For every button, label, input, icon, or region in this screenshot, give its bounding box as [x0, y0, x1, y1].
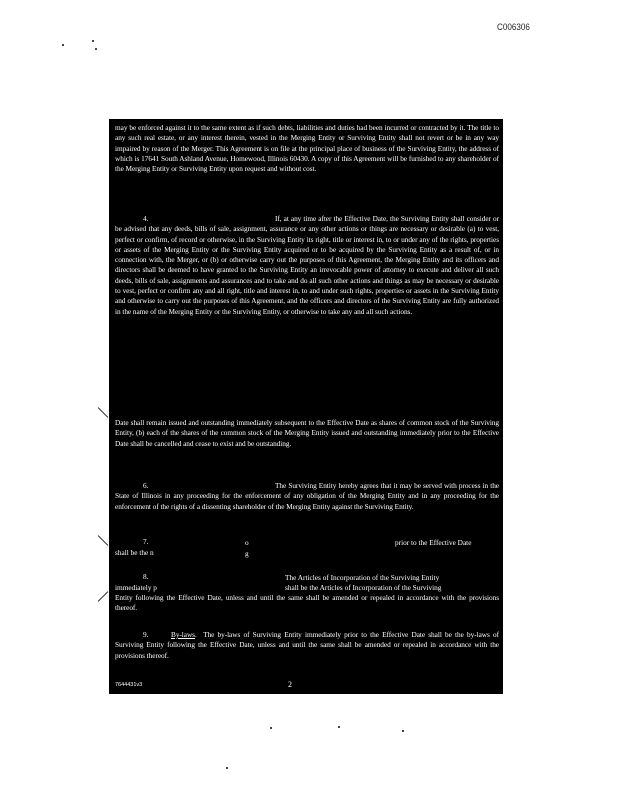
paragraph-7-fragment: shall be the n — [115, 548, 154, 557]
scan-speck — [92, 40, 94, 42]
scan-stroke — [98, 535, 109, 546]
scan-speck — [226, 767, 228, 769]
paragraph-4 — [115, 214, 499, 317]
paragraph-text: The Surviving Entity hereby agrees that it may be served with process in the State of Illinois in any proceeding for the enforcement of any obligation of the Merging Entity and in any proceeding for the enforcement of the rights of a dissenting shareholder of the Merging Entity against the Surviving Entity. — [115, 481, 499, 511]
paragraph-8-fragment: The Articles of Incorporation of the Surviving Entity — [285, 573, 440, 582]
paragraph-7-fragment: o — [245, 538, 249, 547]
paragraph-number: 4. — [143, 214, 149, 223]
paragraph-text: Entity following the Effective Date, unless and until the same shall be amended or repealed in accordance with the provisions thereof. — [115, 593, 499, 613]
scan-stroke — [98, 591, 109, 602]
paragraph-number: 9. — [143, 630, 149, 639]
page-number: 2 — [288, 680, 292, 689]
scan-speck — [338, 726, 340, 728]
paragraph-9: 9. By-laws. The by-laws of Surviving Entity immediately prior to the Effective Date shall be the by-laws of Surviving Entity following the Effective Date, unless and until the same shall be amended or repealed in accordance with the provisions thereof. — [115, 630, 499, 660]
scan-speck — [95, 48, 97, 50]
paragraph-8-fragment: shall be the Articles of Incorporation of the Surviving — [285, 583, 442, 592]
paragraph-7-number: 7. — [143, 537, 149, 546]
paragraph-continued — [115, 123, 499, 174]
paragraph-text: Date shall remain issued and outstanding immediately subsequent to the Effective Date as shares of common stock of the Surviving Entity, (b) each of the shares of the common stock of the Merging Entity issued and outstanding immediately prior to the Effective Date shall be cancelled and cease to exist and be outstanding. — [115, 418, 499, 448]
paragraph-8-fragment: immediately p — [115, 583, 157, 592]
scan-speck — [402, 730, 404, 732]
paragraph-text: If, at any time after the Effective Date, the Surviving Entity shall consider or be advised that any deeds, bills of sale, assignment, assurance or any other actions or things are necessary or desirable (a) to vest, perfect or confirm, of record or otherwise, in the Surviving Entity its right, title or interest in, to or under any of the rights, properties or assets of the Merging Entity or the Surviving Entity acquired or to be acquired by the Surviving Entity as a result of, or in connection with, the Merger, or (b) or otherwise carry out the purposes of this Agreement, the Merging Entity and its officers and directors shall be deemed to have granted to the Surviving Entity an irrevocable power of attorney to execute and deliver all such deeds, bills of sale, assignments and assurances and to take and do all such other actions and things as may be necessary or desirable to vest, perfect or confirm any and all right, title and interest in, to and under such rights, properties or assets in the Surviving Entity and otherwise to carry out the purposes of this Agreement, and the officers and directors of the Surviving Entity are fully authorized in the name of the Merging Entity or the Surviving Entity, or otherwise to take any and all such actions. — [115, 214, 499, 316]
bates-number: C006306 — [497, 22, 530, 32]
paragraph-text: may be enforced against it to the same extent as if such debts, liabilities and duties had been incurred or contracted by it. The title to any such real estate, or any interest therein, vested in the Merging Entity or Surviving Entity shall not revert or be in any way impaired by reason of the Merger. This Agreement is on file at the principal place of business of the Surviving Entity, the address of which is 17641 South Ashland Avenue, Homewood, Illinois 60430. A copy of this Agreement will be furnished to any shareholder of the Merging Entity or Surviving Entity upon request and without cost. — [115, 123, 499, 174]
paragraph-7-fragment: prior to the Effective Date — [395, 538, 472, 547]
scan-speck — [270, 727, 272, 729]
paragraph-5-partial — [115, 418, 499, 449]
scan-speck — [62, 44, 64, 46]
paragraph-7-fragment: g — [245, 549, 249, 558]
document-code: 7644431v3 — [115, 682, 143, 688]
paragraph-number: 6. — [143, 481, 149, 490]
scan-stroke — [98, 407, 109, 418]
paragraph-8-number: 8. — [143, 572, 149, 581]
paragraph-8 — [115, 593, 499, 614]
paragraph-text: The by-laws of Surviving Entity immediately prior to the Effective Date shall be the by-laws of Surviving Entity following the Effective Date, unless and until the same shall be amended or repealed in accordance with the provisions thereof. — [115, 630, 499, 660]
document-page — [109, 119, 503, 694]
paragraph-heading: By-laws — [171, 630, 195, 639]
paragraph-6 — [115, 481, 499, 512]
